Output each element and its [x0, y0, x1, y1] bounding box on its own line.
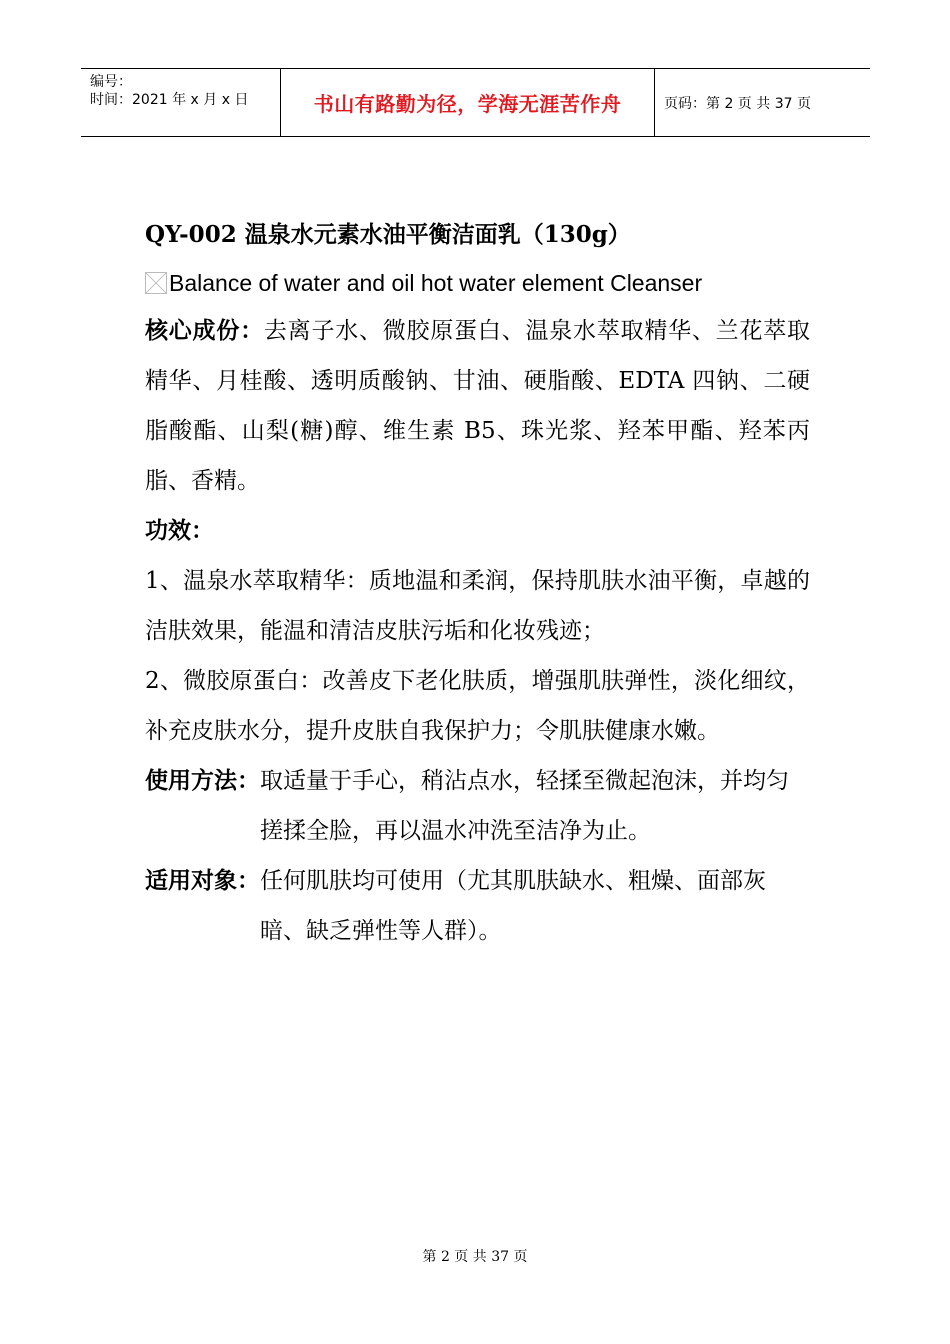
usage-label: 使用方法： [145, 767, 260, 794]
efficacy-label: 功效： [145, 517, 214, 544]
ingredients-section [145, 306, 810, 506]
efficacy-item-2: 2、微胶原蛋白：改善皮下老化肤质，增强肌肤弹性，淡化细纹，补充皮肤水分，提升皮肤自我保护力；令肌肤健康水嫩。 [145, 668, 810, 744]
product-english-name-row [145, 260, 810, 306]
header-motto: 书山有路勤为径，学海无涯苦作舟 [281, 69, 655, 136]
product-title: QY-002 温泉水元素水油平衡洁面乳（130g） [145, 221, 631, 248]
doc-number-label: 编号： [90, 74, 132, 90]
usage-text: 取适量于手心，稍沾点水，轻揉至微起泡沫，并均匀搓揉全脸，再以温水冲洗至洁净为止。 [260, 768, 789, 844]
product-english-name: Balance of water and oil hot water element Cleanser [169, 269, 703, 296]
broken-image-icon [145, 272, 167, 294]
ingredients-label: 核心成份： [145, 317, 264, 344]
target-label: 适用对象： [145, 867, 260, 894]
target-section [145, 856, 810, 956]
document-body [145, 210, 810, 956]
target-text: 任何肌肤均可使用（尤其肌肤缺水、粗燥、面部灰暗、缺乏弹性等人群）。 [260, 868, 766, 944]
page-footer: 第 2 页 共 37 页 [422, 1249, 528, 1265]
ingredients-text: 去离子水、微胶原蛋白、温泉水萃取精华、兰花萃取精华、月桂酸、透明质酸钠、甘油、硬脂酸、EDTA 四钠、二硬脂酸酯、山梨(糖)醇、维生素 B5、珠光浆、羟苯甲酯、羟苯丙脂、香精。 [145, 318, 811, 494]
header-page-number: 页码：第 2 页 共 37 页 [664, 95, 811, 112]
efficacy-item-1: 1、温泉水萃取精华：质地温和柔润，保持肌肤水油平衡，卓越的洁肤效果，能温和清洁皮肤污垢和化妆残迹； [145, 568, 810, 644]
usage-section [145, 756, 810, 856]
doc-time-label: 时间：2021 年 x 月 x 日 [90, 92, 249, 108]
header-meta [81, 69, 281, 136]
page-header [81, 68, 870, 137]
